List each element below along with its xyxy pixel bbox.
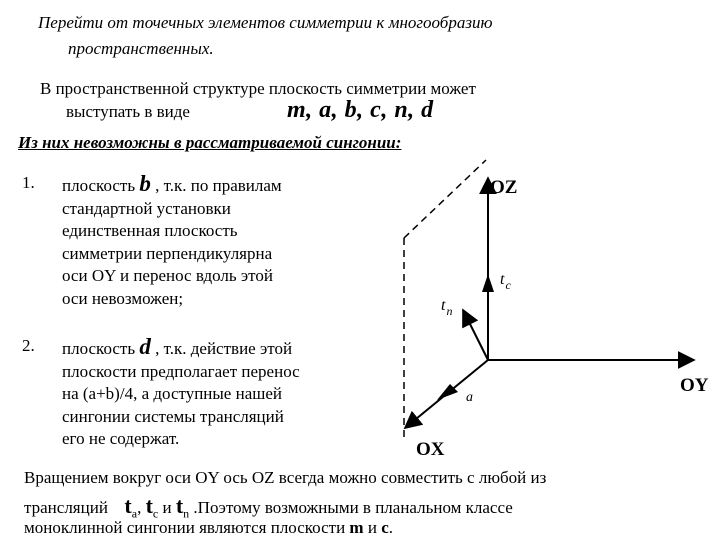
item-1-line-5: оси невозможен; bbox=[62, 288, 184, 308]
tc-label: $t_c$ bbox=[500, 271, 511, 292]
item-1-line-4: оси OY и перенос вдоль этой bbox=[62, 266, 273, 285]
conclusion-line3-and: и bbox=[367, 518, 377, 537]
tn-label: $t_n$ bbox=[441, 297, 453, 318]
item-2-line-1: плоскости предполагает перенос bbox=[62, 361, 300, 381]
conclusion-translations-word: трансляций bbox=[24, 498, 108, 517]
item-1-line-3: симметрии перпендикулярна bbox=[62, 243, 273, 263]
conclusion-therefore: .Поэтому возможными в планальном классе bbox=[193, 498, 513, 517]
conclusion-dot: . bbox=[388, 518, 393, 537]
item-2-prefix: плоскость bbox=[62, 339, 136, 358]
conclusion-line-1: Вращением вокруг оси OY ось OZ всегда можно совместить с любой из bbox=[24, 468, 547, 487]
plane-m: m bbox=[349, 518, 364, 537]
item-2-line-4: его не содержат. bbox=[62, 429, 180, 448]
t-n-sub: n bbox=[183, 506, 190, 521]
statement-line-2: выступать в виде bbox=[66, 102, 190, 121]
conclusion-sep: , bbox=[137, 498, 142, 517]
t-n-symbol: t bbox=[175, 493, 184, 518]
item-2-line-2: на (a+b)/4, а доступные нашей bbox=[62, 384, 282, 403]
item-1-line-1: стандартной установки bbox=[62, 198, 231, 218]
t-a-symbol: t bbox=[124, 493, 132, 518]
tn-vector bbox=[463, 310, 488, 360]
t-c-sub: c bbox=[152, 506, 159, 521]
statement-line-1: В пространственной структуре плоскость симметрии может bbox=[40, 79, 476, 98]
plane-edge-top bbox=[404, 160, 486, 238]
intro-line-2: пространственных. bbox=[68, 39, 214, 58]
item-2-line-0: , т.к. действие этой bbox=[155, 339, 293, 358]
t-c-symbol: t bbox=[145, 493, 153, 518]
a-label: a bbox=[466, 390, 473, 405]
tc-arrow-icon bbox=[482, 274, 494, 292]
oz-label: OZ bbox=[490, 177, 518, 198]
plane-c: c bbox=[381, 518, 389, 537]
subheading: Из них невозможны в рассматриваемой сингонии: bbox=[18, 133, 402, 152]
item-1-number: 1. bbox=[22, 173, 35, 192]
item-2-number: 2. bbox=[22, 336, 35, 355]
item-1-line-0: , т.к. по правилам bbox=[155, 176, 282, 195]
ox-label: OX bbox=[416, 439, 445, 460]
item-1-prefix: плоскость bbox=[62, 176, 136, 195]
conclusion-and: и bbox=[162, 498, 172, 517]
conclusion-planes-text: моноклинной сингонии являются плоскости bbox=[24, 518, 346, 537]
plane-letters: m, a, b, c, n, d bbox=[287, 97, 434, 123]
item-1-letter: b bbox=[139, 171, 151, 196]
oy-label: OY bbox=[680, 375, 709, 396]
intro-line-1: Перейти от точечных элементов симметрии к многообразию bbox=[38, 13, 493, 32]
item-2-line-3: сингонии системы трансляций bbox=[62, 406, 284, 426]
t-a-sub: a bbox=[131, 506, 138, 521]
item-2-letter: d bbox=[139, 334, 151, 359]
conclusion-line-3 bbox=[24, 518, 393, 538]
item-1-line-2: единственная плоскость bbox=[62, 221, 238, 240]
